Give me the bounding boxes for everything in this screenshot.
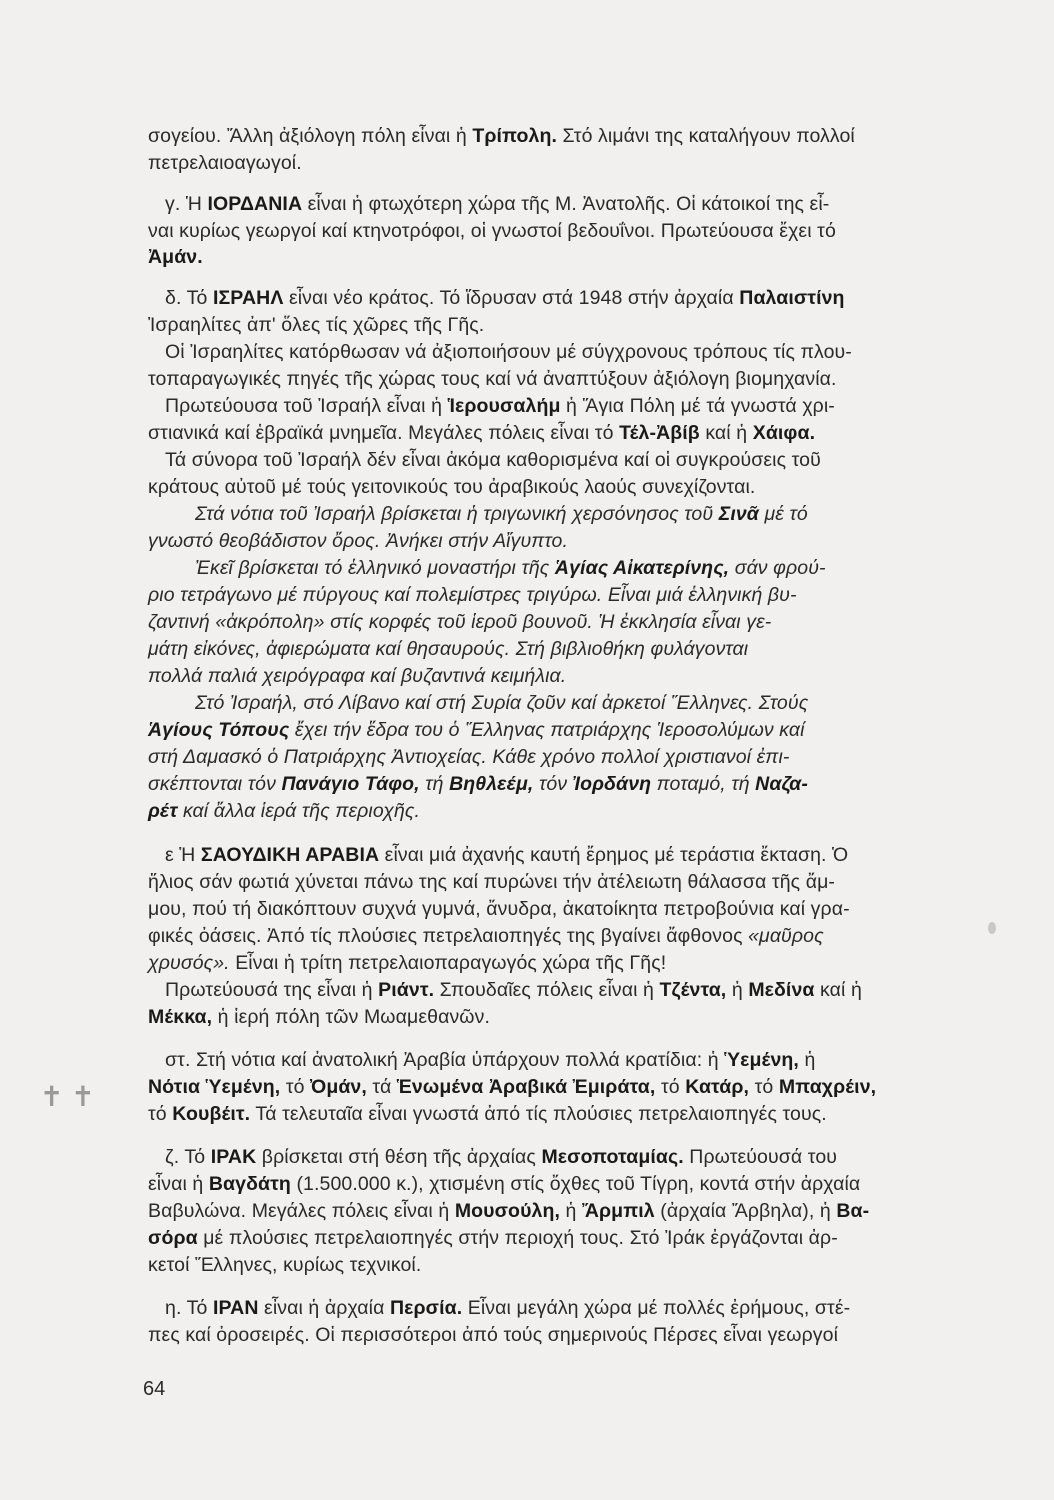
bold-term: Ἄρμπιλ <box>581 1200 655 1222</box>
text-line <box>165 339 985 365</box>
text-line <box>148 1171 968 1197</box>
text-line <box>148 609 968 635</box>
text-run: σκέπτονται τόν <box>148 773 282 795</box>
bold-term: Ἱερουσαλήμ <box>447 395 561 417</box>
bold-term: Μπαχρέιν, <box>778 1076 877 1098</box>
bold-term: Ἰορδάνη <box>572 773 652 795</box>
bold-term: Περσία. <box>389 1297 463 1319</box>
text-run: Οἱ Ἰσραηλίτες κατόρθωσαν νά ἀξιοποιήσουν μέ σύγχρονους τρόπους τίς πλου- <box>165 341 852 363</box>
bold-term: Ὑεμένη, <box>724 1049 799 1071</box>
text-run: ζαντινή «ἀκρόπολη» στίς κορφές τοῦ ἱεροῦ βουνοῦ. Ἡ ἐκκλησία εἶναι γε- <box>148 611 772 633</box>
text-run: εἶναι νέο κράτος. Τό ἵδρυσαν στά 1948 στήν ἀρχαία <box>283 287 740 309</box>
text-line <box>148 923 968 949</box>
text-line <box>165 447 985 473</box>
text-run: ἡ <box>798 1049 816 1071</box>
text-run: ἡ Ἅγια Πόλη μέ τά γνωστά χρι- <box>560 395 835 417</box>
text-line <box>165 842 985 868</box>
text-line <box>148 636 968 662</box>
text-run: εἶναι ἡ φτωχότερη χώρα τῆς Μ. Ἀνατολῆς. Οἱ κάτοικοί της εἶ- <box>302 193 830 215</box>
bold-term: ΙΣΡΑΗΛ <box>212 287 284 309</box>
text-run: τοπαραγωγικές πηγές τῆς χώρας τους καί νά ἀναπτύξουν ἀξιόλογη βιομηχανία. <box>148 368 837 390</box>
text-run: δ. Τό <box>165 287 213 309</box>
bold-term: Ἁγίους Τόπους <box>148 719 290 741</box>
bold-term: Ἁγίας Αἰκατερίνης, <box>554 557 730 579</box>
page-number: 64 <box>143 1378 166 1400</box>
bold-term: ΙΡΑΝ <box>212 1297 259 1319</box>
text-run: ποταμό, τή <box>651 773 756 795</box>
margin-annotation: ✝ ✝ <box>40 1081 95 1112</box>
text-run: σογείου. Ἄλλη ἀξιόλογη πόλη εἶναι ἡ <box>148 125 473 147</box>
bold-term: Βα- <box>836 1200 870 1222</box>
text-line <box>165 191 985 217</box>
bold-term: Ναζα- <box>755 773 808 795</box>
text-run: Ἐκεῖ βρίσκεται τό ἑλληνικό μοναστήρι τῆς <box>195 557 555 579</box>
text-run: (ἀρχαία Ἄρβηλα), ἡ <box>654 1200 837 1222</box>
text-run: καί ἄλλα ἱερά τῆς περιοχῆς. <box>177 800 421 822</box>
text-line <box>148 663 968 689</box>
ink-smudge <box>988 922 996 934</box>
text-run: μάτη εἰκόνες, ἀφιερώματα καί θησαυρούς. Στή βιβλιοθήκη φυλάγονται <box>148 638 749 660</box>
text-line <box>195 690 1015 716</box>
text-run: πετρελαιοαγωγοί. <box>148 152 302 174</box>
text-run: στ. Στή νότια καί ἀνατολική Ἀραβία ὑπάρχουν πολλά κρατίδια: ἡ <box>165 1049 725 1071</box>
bold-term: ΣΑΟΥΔΙΚΗ ΑΡΑΒΙΑ <box>200 844 380 866</box>
text-run: στιανικά καί ἑβραϊκά μνημεῖα. Μεγάλες πόλεις εἶναι τό <box>148 422 620 444</box>
bold-term: Μουσούλη, <box>454 1200 560 1222</box>
text-line <box>148 1225 968 1251</box>
bold-term: Τέλ-Ἀβίβ <box>619 422 700 444</box>
bold-term: Μεσοποταμίας. <box>541 1146 684 1168</box>
text-run: Στό λιμάνι της καταλήγουν πολλοί <box>557 125 855 147</box>
bold-term: Ἑνωμένα Ἀραβικά Ἐμιράτα, <box>396 1076 656 1098</box>
text-line <box>148 420 968 446</box>
text-run: Πρωτεύουσά του <box>683 1146 838 1168</box>
text-line <box>148 744 968 770</box>
text-run: χρυσός». <box>148 952 230 974</box>
bold-term: Μέκκα, <box>148 1006 213 1028</box>
bold-term: Ὀμάν, <box>310 1076 367 1098</box>
text-line <box>148 150 968 176</box>
bold-term: Κουβέιτ. <box>172 1103 251 1125</box>
text-run: Τά τελευταῖα εἶναι γνωστά ἀπό τίς πλούσιες πετρελαιοπηγές τους. <box>250 1103 827 1125</box>
text-run: τή <box>419 773 450 795</box>
bold-term: Τζέντα, <box>659 979 727 1001</box>
text-line <box>148 244 968 270</box>
text-run: ἡ <box>726 979 749 1001</box>
text-run: φικές ὀάσεις. Ἀπό τίς πλούσιες πετρελαιοπηγές της βγαίνει ἄφθονος <box>148 925 749 947</box>
text-run: καί ἡ <box>699 422 753 444</box>
text-run: Στά νότια τοῦ Ἰσραήλ βρίσκεται ἡ τριγωνική χερσόνησος τοῦ <box>195 503 719 525</box>
text-line <box>148 366 968 392</box>
text-run: Εἶναι μεγάλη χώρα μέ πολλές ἐρήμους, στέ- <box>462 1297 851 1319</box>
text-line <box>148 1004 968 1030</box>
text-run: πολλά παλιά χειρόγραφα καί βυζαντινά κειμήλια. <box>148 665 567 687</box>
text-line <box>165 285 985 311</box>
bold-term: Κατάρ, <box>685 1076 750 1098</box>
text-run: Βαβυλώνα. Μεγάλες πόλεις εἶναι ἡ <box>148 1200 455 1222</box>
text-run: μέ πλούσιες πετρελαιοπηγές στήν περιοχή τους. Στό Ἰράκ ἐργάζονται ἀρ- <box>197 1227 838 1249</box>
text-run: πες καί ὀροσειρές. Οἱ περισσότεροι ἀπό τούς σημερινούς Πέρσες εἶναι γεωργοί <box>148 1324 839 1346</box>
text-line <box>148 474 968 500</box>
text-line <box>165 1047 985 1073</box>
text-line <box>195 501 1015 527</box>
text-run: γνωστό θεοβάδιστον ὄρος. Ἀνήκει στήν Αἴγυπτο. <box>148 530 569 552</box>
text-run: Πρωτεύουσα τοῦ Ἰσραήλ εἶναι ἡ <box>165 395 448 417</box>
bold-term: ρέτ <box>148 800 178 822</box>
text-line <box>148 218 968 244</box>
text-line <box>148 1252 968 1278</box>
text-run: ἔχει τήν ἕδρα του ὁ Ἕλληνας πατριάρχης Ἱεροσολύμων καί <box>289 719 805 741</box>
text-run: τά <box>366 1076 397 1098</box>
text-line <box>148 1074 968 1100</box>
text-run: σάν φρού- <box>729 557 826 579</box>
text-run: ζ. Τό <box>165 1146 211 1168</box>
text-line <box>165 393 985 419</box>
text-run: ριο τετράγωνο μέ πύργους καί πολεμίστρες τριγύρω. Εἶναι μιά ἑλληνική βυ- <box>148 584 797 606</box>
bold-term: σόρα <box>148 1227 198 1249</box>
text-run: τό <box>749 1076 779 1098</box>
bold-term: Νότια Ὑεμένη, <box>148 1076 281 1098</box>
text-run: εἶναι ἡ ἀρχαία <box>258 1297 390 1319</box>
bold-term: Χάιφα. <box>752 422 816 444</box>
text-run: ἡ ἱερή πόλη τῶν Μωαμεθανῶν. <box>212 1006 490 1028</box>
text-line <box>148 1101 968 1127</box>
text-line <box>148 582 968 608</box>
text-line <box>165 977 985 1003</box>
text-run: Τά σύνορα τοῦ Ἰσραήλ δέν εἶναι ἀκόμα καθορισμένα καί οἱ συγκρούσεις τοῦ <box>165 449 821 471</box>
text-run: ἡ <box>560 1200 582 1222</box>
text-run: Εἶναι ἡ τρίτη πετρελαιοπαραγωγός χώρα τῆς Γῆς! <box>229 952 667 974</box>
bold-term: ΙΡΑΚ <box>210 1146 257 1168</box>
bold-term: ΙΟΡΔΑΝΙΑ <box>207 193 303 215</box>
text-line <box>148 123 968 149</box>
text-line <box>148 528 968 554</box>
text-line <box>148 312 968 338</box>
bold-term: Πανάγιο Τάφο, <box>281 773 420 795</box>
text-run: τό <box>148 1103 173 1125</box>
text-run: μέ τό <box>758 503 808 525</box>
text-line <box>148 869 968 895</box>
text-line <box>148 1322 968 1348</box>
text-run: ἥλιος σάν φωτιά χύνεται πάνω της καί πυρώνει τήν ἀτέλειωτη θάλασσα τῆς ἄμ- <box>148 871 835 893</box>
text-run: εἶναι ἡ <box>148 1173 209 1195</box>
bold-term: Παλαιστίνη <box>739 287 845 309</box>
text-line <box>148 798 968 824</box>
bold-term: Ἀμάν. <box>148 246 203 268</box>
bold-term: Σινᾶ <box>718 503 759 525</box>
text-line <box>148 717 968 743</box>
text-line <box>165 1144 985 1170</box>
text-run: τό <box>280 1076 311 1098</box>
text-run: Ἰσραηλίτες ἀπ' ὅλες τίς χῶρες τῆς Γῆς. <box>148 314 485 336</box>
text-run: κετοί Ἕλληνες, κυρίως τεχνικοί. <box>148 1254 422 1276</box>
text-run: στή Δαμασκό ὁ Πατριάρχης Ἀντιοχείας. Κάθε χρόνο πολλοί χριστιανοί ἐπι- <box>148 746 790 768</box>
bold-term: Βαγδάτη <box>208 1173 291 1195</box>
text-run: μου, πού τή διακόπτουν συχνά γυμνά, ἄνυδρα, ἀκατοίκητα πετροβούνια καί γρα- <box>148 898 850 920</box>
text-run: (1.500.000 κ.), χτισμένη στίς ὄχθες τοῦ Τίγρη, κοντά στήν ἀρχαία <box>290 1173 861 1195</box>
text-run: ναι κυρίως γεωργοί καί κτηνοτρόφοι, οἱ γνωστοί βεδουΐνοι. Πρωτεύουσα ἔχει τό <box>148 220 836 242</box>
text-run: τό <box>655 1076 686 1098</box>
text-run: «μαῦρος <box>748 925 824 947</box>
text-run: ε Ἡ <box>165 844 201 866</box>
bold-term: Τρίπολη. <box>472 125 558 147</box>
text-line <box>148 1198 968 1224</box>
text-line <box>165 1295 985 1321</box>
text-line <box>148 771 968 797</box>
text-run: Σπουδαῖες πόλεις εἶναι ἡ <box>434 979 660 1001</box>
text-run: η. Τό <box>165 1297 213 1319</box>
bold-term: Ριάντ. <box>378 979 435 1001</box>
text-run: τόν <box>533 773 573 795</box>
bold-term: Βηθλεέμ, <box>449 773 534 795</box>
text-run: βρίσκεται στή θέση τῆς ἀρχαίας <box>256 1146 542 1168</box>
text-run: γ. Ἡ <box>165 193 208 215</box>
text-run: Στό Ἰσραήλ, στό Λίβανο καί στή Συρία ζοῦν καί ἀρκετοί Ἕλληνες. Στούς <box>195 692 809 714</box>
text-line <box>195 555 1015 581</box>
text-run: καί ἡ <box>814 979 862 1001</box>
text-run: Πρωτεύουσά της εἶναι ἡ <box>165 979 379 1001</box>
text-line <box>148 896 968 922</box>
bold-term: Μεδίνα <box>748 979 815 1001</box>
text-run: κράτους αὐτοῦ μέ τούς γειτονικούς του ἀραβικούς λαούς συνεχίζονται. <box>148 476 756 498</box>
text-line <box>148 950 968 976</box>
text-run: εἶναι μιά ἀχανής καυτή ἔρημος μέ τεράστια ἔκταση. Ὁ <box>379 844 849 866</box>
